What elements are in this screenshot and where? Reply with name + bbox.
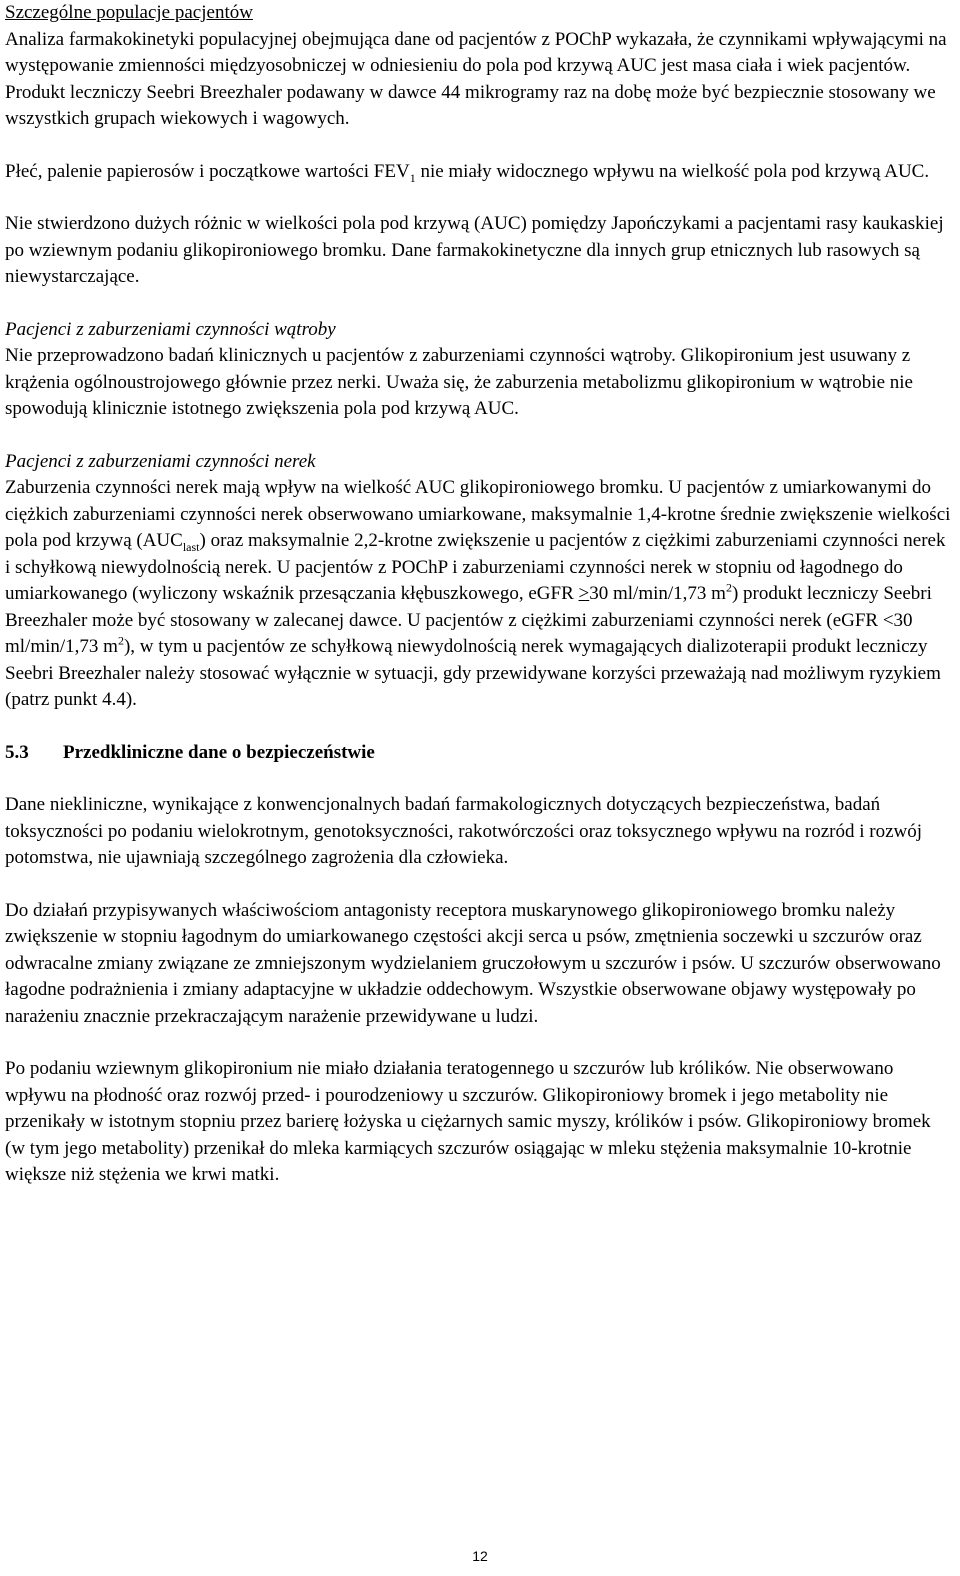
renal-text-5: ), w tym u pacjentów ze schyłkową niewydolnością nerek wymagających dializoterapii produkt leczniczy Seebri Breezhaler należy stosować wyłącznie w sytuacji, gdy przewidywane korzyści przeważają nad możliwym ryzykiem (patrz punkt 4.4). — [5, 636, 941, 710]
renal-text-3: 30 ml/min/1,73 m — [589, 583, 726, 604]
document-page — [5, 0, 955, 1189]
greater-equal-symbol: > — [578, 583, 590, 604]
squared-superscript-1: 2 — [725, 580, 732, 595]
renal-impairment-heading: Pacjenci z zaburzeniami czynności nerek — [5, 450, 316, 472]
page-number: 12 — [472, 1548, 488, 1564]
auc-last-subscript: last — [182, 539, 200, 554]
renal-impairment-paragraph — [5, 475, 955, 714]
hepatic-impairment-paragraph: Nie przeprowadzono badań klinicznych u pacjentów z zaburzeniami czynności wątroby. Glikopironium jest usuwany z krążenia ogólnoustrojowego głównie przez nerki. Uważa się, że zaburzenia metabolizmu glikopironium w wątrobie nie spowodują klinicznie istotnego zwiększenia pola pod krzywą AUC. — [5, 345, 913, 419]
section-title: Przedkliniczne dane o bezpieczeństwie — [63, 741, 375, 763]
antimuscarinic-effects-paragraph: Do działań przypisywanych właściwościom antagonisty receptora muskarynowego glikopironiowego bromku należy zwiększenie w stopniu łagodnym do umiarkowanego częstości akcji serca u psów, zmętnienia soczewki u szczurów oraz odwracalne zmiany związane ze zmniejszonym wydzielaniem gruczołowym u szczurów i psów. U szczurów obserwowano łagodne podrażnienia i zmiany adaptacyjne w układzie oddechowym. Wszystkie obserwowane objawy występowały po narażeniu znacznie przekraczającym narażenie przewidywane u ludzi. — [5, 899, 941, 1027]
renal-text-4: ) produkt leczniczy Seebri Breezhaler może być stosowany w zalecanej dawce. U pacjentów z ciężkimi zaburzeniami czynności nerek (eGFR <30 ml/min/1,73 m — [5, 583, 932, 657]
special-populations-heading: Szczególne populacje pacjentów — [5, 2, 253, 23]
ethnicity-paragraph: Nie stwierdzono dużych różnic w wielkości pola pod krzywą (AUC) pomiędzy Japończykami a pacjentami rasy kaukaskiej po wziewnym podaniu glikopironiowego bromku. Dane farmakokinetyczne dla innych grup etnicznych lub rasowych są niewystarczające. — [5, 213, 944, 287]
sex-smoking-text-a: Płeć, palenie papierosów i początkowe wartości FEV — [5, 160, 410, 182]
section-5-3-heading — [5, 740, 955, 767]
renal-text-1: Zaburzenia czynności nerek mają wpływ na wielkość AUC glikopironiowego bromku. U pacjentów z umiarkowanymi do ciężkich zaburzeniami czynności nerek obserwowano umiarkowane, maksymalnie 1,4-krotne średnie zwiększenie wielkości pola pod krzywą (AUC — [5, 477, 951, 551]
squared-superscript-2: 2 — [117, 633, 124, 648]
population-pk-paragraph: Analiza farmakokinetyki populacyjnej obejmująca dane od pacjentów z POChP wykazała, że czynnikami wpływającymi na występowanie zmienności międzyosobniczej w odniesieniu do pola pod krzywą AUC jest masa ciała i wiek pacjentów. Produkt leczniczy Seebri Breezhaler podawany w dawce 44 mikrogramy raz na dobę może być bezpiecznie stosowany we wszystkich grupach wiekowych i wagowych. — [5, 28, 947, 129]
sex-smoking-text-b: nie miały widocznego wpływu na wielkość pola pod krzywą AUC. — [415, 160, 930, 182]
hepatic-impairment-heading: Pacjenci z zaburzeniami czynności wątroby — [5, 318, 336, 340]
reproductive-toxicity-paragraph: Po podaniu wziewnym glikopironium nie miało działania teratogennego u szczurów lub królików. Nie obserwowano wpływu na płodność oraz rozwój przed- i pourodzeniowy u szczurów. Glikopironiowy bromek i jego metabolity nie przenikały w istotnym stopniu przez barierę łożyska u ciężarnych samic myszy, królików i psów. Glikopironiowy bromek (w tym jego metabolity) przenikał do mleka karmiących szczurów osiągając w mleku stężenia maksymalnie 10-krotnie większe niż stężenia we krwi matki. — [5, 1058, 931, 1185]
fev-subscript: 1 — [409, 170, 416, 185]
renal-text-2: ) oraz maksymalnie 2,2-krotne zwiększenie u pacjentów z ciężkimi zaburzeniami czynności nerek i schyłkową niewydolnością nerek. U pacjentów z POChP i zaburzeniami czynności nerek w stopniu od łagodnego do umiarkowanego (wyliczony wskaźnik przesączania kłębuszkowego, eGFR — [5, 530, 946, 604]
sex-smoking-paragraph — [5, 159, 955, 186]
nonclinical-data-paragraph: Dane niekliniczne, wynikające z konwencjonalnych badań farmakologicznych dotyczących bezpieczeństwa, badań toksyczności po podaniu wielokrotnym, genotoksyczności, rakotwórczości oraz toksycznego wpływu na rozród i rozwój potomstwa, nie ujawniają szczególnego zagrożenia dla człowieka. — [5, 794, 923, 868]
section-number: 5.3 — [5, 741, 29, 763]
